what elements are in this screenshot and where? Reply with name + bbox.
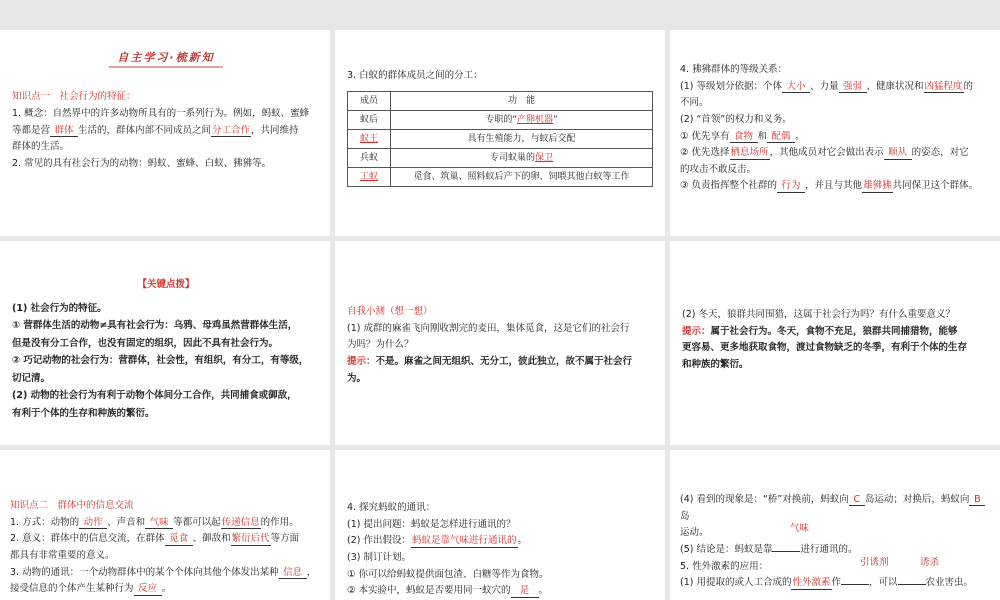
leader-right-2: ② 优先选择栖息场所，其他成员对它会做出表示 顺从 的姿态，对它 — [680, 147, 969, 159]
panel-self-test — [335, 241, 665, 445]
table-header-row — [348, 91, 653, 110]
answer-blank: 强弱 — [839, 81, 867, 93]
answer-hint: 诱杀 — [920, 556, 940, 568]
answer-blank: 群体 — [50, 125, 78, 137]
answer-blank — [841, 584, 869, 585]
answer-blank: 信息 — [279, 567, 307, 579]
answer-blank: 栖息场所 — [730, 147, 769, 159]
application-line: (1) 用提取的或人工合成的性外激素作 ，可以 农业害虫。 — [680, 577, 974, 589]
hint-line: 提示：不是。麻雀之间无组织、无分工，彼此独立，故不属于社会行 — [347, 355, 633, 367]
table-row — [348, 148, 653, 167]
answer-blank — [772, 551, 800, 552]
knowledge-point-1: 知识点一 社会行为的特征： — [12, 91, 136, 103]
termite-role-table — [347, 91, 653, 187]
key-points-heading: 【关键点拨】 — [137, 279, 195, 290]
question-line: 为吗？为什么？ — [347, 339, 414, 351]
text-line: 的攻击不敢反击。 — [680, 163, 757, 175]
text-line: (1) 社会行为的特征。 — [12, 302, 107, 314]
hint-line: 更容易、更多地获取食物，渡过食物缺乏的冬季，有利于个体的生存 — [682, 342, 968, 354]
key-points-body — [12, 300, 320, 423]
observation-line: (4) 看到的现象是：“桥”对换前，蚂蚁向 C 岛运动；对换后，蚂蚁向 B — [680, 492, 996, 509]
hint-line: 为。 — [347, 372, 367, 384]
hint-line: 和种族的繁衍。 — [682, 358, 749, 370]
panel-ant-experiment — [335, 450, 665, 600]
panel-baboon-hierarchy — [670, 30, 1000, 236]
answer-blank: 动作 — [79, 517, 107, 529]
function-cell: 具有生殖能力，与蚁后交配 — [391, 129, 653, 148]
panel-wolf-question — [670, 241, 1000, 445]
section-title: 自主学习·梳新知 — [12, 48, 320, 67]
communication-line-2: 接受信息的个体产生某种行为 反应 。 — [10, 583, 172, 595]
table-row — [348, 167, 653, 186]
answer-blank — [898, 584, 926, 585]
text-line: 都具有非常重要的意义。 — [10, 549, 115, 561]
answer-blank: 反应 — [134, 583, 162, 595]
table-row — [348, 110, 653, 129]
question-line: (2) 冬天，狼群共同围猎，这属于社会行为吗？有什么重要意义？ — [682, 309, 955, 320]
answer-blank: 传递信息 — [221, 516, 260, 528]
conclusion-line: (5) 结论是：蚂蚁是靠 进行通讯的。 — [680, 543, 858, 555]
concept-line: 1. 概念：自然界中的许多动物所具有的一系列行为。例如，蚂蚁、蜜蜂 — [12, 107, 310, 119]
text-line: 不同。 — [680, 97, 709, 109]
answer-blank: 大小 — [782, 81, 810, 93]
leader-right-1: ① 优先享有 食物 和 配偶 。 — [680, 130, 805, 142]
answer-blank: B — [969, 494, 985, 506]
answer-blank: 蚂蚁是靠气味进行通讯的 — [411, 535, 517, 547]
panel-key-points — [0, 241, 330, 445]
panel-termite-division — [335, 30, 665, 236]
text-line: 切记清。 — [12, 372, 51, 384]
table-header: 功 能 — [391, 91, 653, 110]
answer-blank: 繁衍后代 — [231, 533, 270, 545]
leader-duty: ③ 负责指挥整个社群的 行为 ，并且与其他雄狒狒共同保卫这个群体。 — [680, 180, 979, 192]
role-cell: 工蚁 — [348, 167, 391, 186]
answer-blank: 气味 — [145, 517, 173, 529]
answer-blank: 配偶 — [767, 131, 795, 143]
concept-line-3: 群体的生活。 — [12, 141, 70, 153]
meaning-line: 2. 意义：群体中的信息交流，在群体 觅食 、御敌和繁衍后代等方面 — [10, 533, 300, 545]
answer-blank: 凶猛程度 — [924, 80, 963, 92]
role-cell: 蚁后 — [348, 110, 391, 129]
text-line: (2) 动物的社会行为有利于动物个体间分工合作，共同捕食或御敌， — [12, 390, 297, 402]
answer-blank: 雄狒狒 — [863, 180, 892, 192]
answer-blank: 性外激素 — [792, 577, 831, 589]
text-line: 但是没有分工合作，也没有固定的组织，因此不具有社会行为。 — [12, 337, 279, 349]
text-line: ② 本实验中，蚂蚁是否要用同一蚁穴的 是 。 — [347, 585, 549, 597]
communication-line: 3. 动物的通讯：一个动物群体中的某个个体向其他个体发出某种 信息 ， — [10, 566, 317, 578]
termite-heading: 3. 白蚁的群体成员之间的分工： — [347, 70, 483, 81]
method-line: 1. 方式：动物的 动作 、声音和 气味 等都可以起传递信息的作用。 — [10, 516, 299, 528]
answer-blank: C — [849, 494, 865, 506]
examples-line: 2. 常见的具有社会行为的动物：蚂蚁、蜜蜂、白蚁、狒狒等。 — [12, 157, 272, 169]
answer-blank: 觅食 — [165, 533, 193, 545]
answer-blank: 是 — [511, 585, 539, 597]
text-line: (2) “首领”的权力和义务。 — [680, 113, 792, 125]
hypothesis-line: (2) 作出假设：蚂蚁是靠气味进行通讯的。 — [347, 535, 528, 547]
question-line: (1) 成群的麻雀飞向刚收割完的麦田，集体觅食，这是它们的社会行 — [347, 322, 630, 334]
text-line: 岛 — [680, 510, 690, 522]
text-line: ① 你可以给蚂蚁提供面包渣、白糖等作为食物。 — [347, 568, 549, 580]
answer-blank: 食物 — [730, 131, 758, 143]
self-test-heading: 自我小测（想一想） — [347, 306, 433, 317]
panel-self-study — [0, 30, 330, 236]
text-line: (1) 提出问题：蚂蚁是怎样进行通讯的？ — [347, 518, 516, 530]
text-line: 有利于个体的生存和种族的繁衍。 — [12, 408, 155, 419]
text-line: 运动。 气味 — [680, 523, 810, 539]
text-line: ① 营群体生活的动物≠具有社会行为：乌鸦、母鸡虽然营群体生活， — [12, 320, 298, 332]
role-cell: 兵蚁 — [348, 148, 391, 167]
function-cell: 专职的“产卵机器” — [391, 110, 653, 129]
table-row — [348, 129, 653, 148]
panel-pheromone — [670, 450, 1000, 600]
function-cell: 专司蚁巢的保卫 — [391, 148, 653, 167]
table-header: 成员 — [348, 91, 391, 110]
baboon-heading: 4. 狒狒群体的等级关系： — [680, 64, 788, 75]
knowledge-point-2: 知识点二 群体中的信息交流 — [10, 500, 134, 511]
answer-blank: 顺从 — [884, 147, 912, 159]
answer-blank: 行为 — [777, 180, 805, 192]
role-cell: 蚁王 — [348, 129, 391, 148]
text-line: 5. 性外激素的应用： 引诱剂 诱杀 — [680, 556, 940, 572]
panel-info-exchange — [0, 450, 330, 600]
text-line: (3) 制订计划。 — [347, 551, 411, 563]
answer-hint: 气味 — [790, 523, 810, 535]
text-line: ② 巧记动物的社会行为：营群体，社会性，有组织，有分工，有等级， — [12, 355, 309, 367]
answer-blank: 分工合作 — [212, 124, 251, 136]
concept-line-2: 等都是营 群体 生活的，群体内部不同成员之间分工合作，共同维持 — [12, 124, 299, 136]
hierarchy-basis: (1) 等级划分依据：个体 大小 、力量 强弱 、健康状况和凶猛程度的 — [680, 80, 974, 92]
experiment-heading: 4. 探究蚂蚁的通讯： — [347, 502, 436, 513]
answer-hint: 引诱剂 — [860, 556, 889, 568]
hint-line: 提示：属于社会行为。冬天，食物不充足，狼群共同捕猎物，能够 — [682, 325, 958, 337]
function-cell: 觅食、筑巢、照料蚁后产下的卵、饲喂其他白蚁等工作 — [391, 167, 653, 186]
